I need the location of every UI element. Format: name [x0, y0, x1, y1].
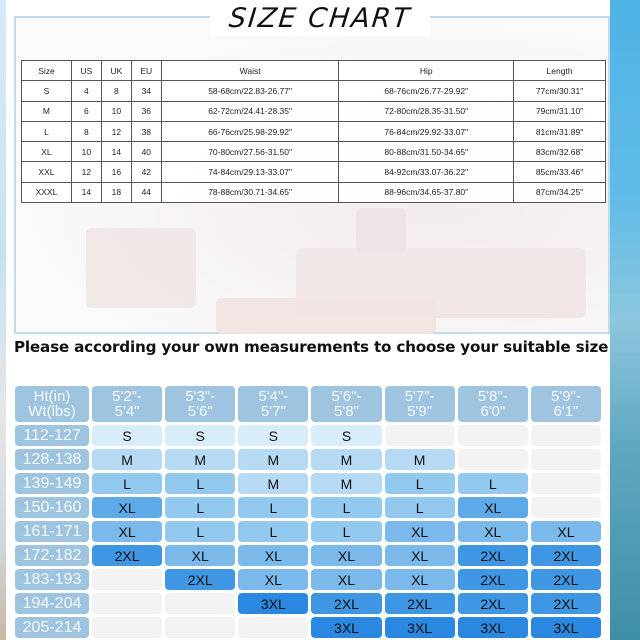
size-recommendation-cell: XL: [238, 545, 308, 566]
height-range-part: 5'8": [334, 403, 359, 420]
height-range-part: 5'7"-: [404, 388, 435, 405]
table-cell: 40: [131, 142, 161, 162]
weight-row-header: 150-160: [15, 497, 89, 518]
height-range-part: 5'8"-: [477, 388, 508, 405]
size-recommendation-cell: L: [92, 473, 162, 494]
size-recommendation-cell: L: [458, 473, 528, 494]
page-title: SIZE CHART: [227, 2, 413, 34]
table-cell: 6: [71, 101, 101, 121]
column-header: Size: [22, 61, 72, 81]
table-cell: 8: [71, 121, 101, 141]
table-cell: XXL: [22, 162, 72, 182]
table-cell: 77cm/30.31": [514, 81, 606, 101]
size-recommendation-cell: L: [238, 497, 308, 518]
height-range-part: 5'6"-: [331, 388, 362, 405]
size-recommendation-cell: M: [238, 473, 308, 494]
size-recommendation-cell: L: [385, 473, 455, 494]
table-cell: 81cm/31.89": [514, 121, 606, 141]
weight-row-header: 161-171: [15, 521, 89, 542]
corner-height-label: Ht(in): [33, 388, 71, 405]
height-column-header: [311, 386, 381, 422]
table-cell: 83cm/32.68": [514, 142, 606, 162]
weight-row-header: 112-127: [15, 425, 89, 446]
size-recommendation-cell: 2XL: [165, 569, 235, 590]
table-cell: 16: [101, 162, 131, 182]
column-header: Waist: [161, 61, 339, 81]
size-recommendation-cell: [238, 617, 308, 638]
size-recommendation-cell: M: [385, 449, 455, 470]
corner-weight-label: Wt(lbs): [28, 403, 76, 420]
table-cell: 34: [131, 81, 161, 101]
table-cell: 79cm/31.10": [514, 101, 606, 121]
size-recommendation-cell: 2XL: [458, 545, 528, 566]
table-cell: XL: [22, 142, 72, 162]
table-row: [22, 182, 606, 202]
size-recommendation-cell: L: [385, 497, 455, 518]
height-range-part: 5'7": [260, 403, 286, 420]
table-cell: 62-72cm/24.41-28.35": [161, 101, 339, 121]
table-cell: 87cm/34.25": [514, 182, 606, 202]
size-recommendation-cell: M: [165, 449, 235, 470]
grid-corner-header: [15, 386, 89, 422]
size-recommendation-cell: XL: [311, 545, 381, 566]
table-cell: 10: [71, 142, 101, 162]
size-recommendation-cell: L: [238, 521, 308, 542]
table-cell: S: [22, 81, 72, 101]
table-cell: 18: [101, 182, 131, 202]
table-cell: 58-68cm/22.83-26.77": [161, 81, 339, 101]
size-table-header-row: [22, 61, 606, 81]
size-recommendation-cell: L: [165, 473, 235, 494]
size-recommendation-cell: XL: [458, 521, 528, 542]
size-recommendation-cell: 2XL: [531, 593, 601, 614]
table-row: [22, 101, 606, 121]
table-cell: L: [22, 121, 72, 141]
column-header: EU: [131, 61, 161, 81]
size-recommendation-cell: 2XL: [311, 593, 381, 614]
weight-row-header: 172-182: [15, 545, 89, 566]
size-table: [21, 60, 606, 203]
measurement-instruction: Please according your own measurements to choose your suitable size: [14, 338, 609, 356]
table-cell: 78-88cm/30.71-34.65": [161, 182, 339, 202]
height-column-header: [92, 386, 162, 422]
height-column-header: [165, 386, 235, 422]
size-recommendation-cell: 2XL: [531, 545, 601, 566]
size-recommendation-cell: [531, 449, 601, 470]
table-cell: 76-84cm/29.92-33.07": [339, 121, 514, 141]
table-cell: 12: [101, 121, 131, 141]
size-recommendation-cell: XL: [311, 569, 381, 590]
table-row: [22, 142, 606, 162]
coffee-table-shape: [216, 298, 436, 334]
height-range-part: 5'2"-: [112, 388, 142, 405]
table-cell: 38: [131, 121, 161, 141]
size-recommendation-cell: L: [311, 497, 381, 518]
size-recommendation-cell: 2XL: [92, 545, 162, 566]
size-recommendation-cell: XL: [238, 569, 308, 590]
table-cell: 8: [101, 81, 131, 101]
table-cell: 68-76cm/26.77-29.92": [339, 81, 514, 101]
size-recommendation-cell: [92, 593, 162, 614]
size-recommendation-cell: [92, 617, 162, 638]
size-recommendation-cell: 2XL: [458, 593, 528, 614]
size-recommendation-cell: 3XL: [458, 617, 528, 638]
height-range-part: 6'0": [480, 403, 506, 420]
weight-row-header: 128-138: [15, 449, 89, 470]
armchair-shape: [86, 228, 196, 308]
table-cell: 70-80cm/27.56-31.50": [161, 142, 339, 162]
weight-row-header: 194-204: [15, 593, 89, 614]
height-range-part: 5'9"-: [550, 388, 581, 405]
table-cell: 66-76cm/25.98-29.92": [161, 121, 339, 141]
size-recommendation-cell: [165, 617, 235, 638]
column-header: UK: [101, 61, 131, 81]
size-recommendation-cell: M: [92, 449, 162, 470]
size-recommendation-cell: [531, 473, 601, 494]
size-recommendation-cell: [458, 449, 528, 470]
weight-row-header: 183-193: [15, 569, 89, 590]
height-range-part: 5'3"-: [185, 388, 216, 405]
size-recommendation-cell: 3XL: [531, 617, 601, 638]
size-recommendation-cell: XL: [165, 545, 235, 566]
height-column-header: [385, 386, 455, 422]
size-recommendation-cell: 3XL: [238, 593, 308, 614]
size-recommendation-cell: XL: [531, 521, 601, 542]
size-recommendation-cell: L: [311, 521, 381, 542]
background-ocean-edge: [610, 0, 640, 640]
size-recommendation-cell: XL: [385, 569, 455, 590]
table-cell: 14: [101, 142, 131, 162]
height-column-header: [531, 386, 601, 422]
table-row: [22, 162, 606, 182]
size-recommendation-cell: [531, 497, 601, 518]
table-cell: XXXL: [22, 182, 72, 202]
size-recommendation-cell: 2XL: [385, 593, 455, 614]
size-recommendation-cell: XL: [92, 497, 162, 518]
table-row: [22, 81, 606, 101]
table-cell: 14: [71, 182, 101, 202]
size-recommendation-cell: 3XL: [311, 617, 381, 638]
height-weight-fit-grid: [15, 386, 601, 638]
size-recommendation-cell: XL: [92, 521, 162, 542]
size-recommendation-cell: 2XL: [531, 569, 601, 590]
table-cell: 88-96cm/34.65-37.80": [339, 182, 514, 202]
pillow-shape: [356, 208, 406, 253]
table-cell: 85cm/33.46": [514, 162, 606, 182]
size-recommendation-cell: 2XL: [458, 569, 528, 590]
table-cell: 72-80cm/28.35-31.50": [339, 101, 514, 121]
height-column-header: [458, 386, 528, 422]
height-range-part: 5'9": [407, 403, 433, 420]
size-recommendation-cell: [165, 593, 235, 614]
column-header: Length: [514, 61, 606, 81]
table-cell: 74-84cm/29.13-33.07": [161, 162, 339, 182]
table-cell: 84-92cm/33.07-36.22": [339, 162, 514, 182]
size-recommendation-cell: 3XL: [385, 617, 455, 638]
size-recommendation-cell: L: [165, 521, 235, 542]
size-recommendation-cell: S: [165, 425, 235, 446]
table-cell: 80-88cm/31.50-34.65": [339, 142, 514, 162]
size-recommendation-cell: [92, 569, 162, 590]
weight-row-header: 139-149: [15, 473, 89, 494]
size-recommendation-cell: S: [311, 425, 381, 446]
size-recommendation-cell: [458, 425, 528, 446]
size-recommendation-cell: [531, 425, 601, 446]
column-header: Hip: [339, 61, 514, 81]
table-row: [22, 121, 606, 141]
weight-row-header: 205-214: [15, 617, 89, 638]
column-header: US: [71, 61, 101, 81]
size-recommendation-cell: S: [92, 425, 162, 446]
table-cell: 12: [71, 162, 101, 182]
size-recommendation-cell: XL: [458, 497, 528, 518]
table-cell: 36: [131, 101, 161, 121]
size-recommendation-cell: S: [238, 425, 308, 446]
size-recommendation-cell: M: [311, 473, 381, 494]
size-recommendation-cell: M: [311, 449, 381, 470]
height-range-part: 5'6": [187, 403, 213, 420]
height-range-part: 5'4"-: [258, 388, 289, 405]
table-cell: M: [22, 101, 72, 121]
size-recommendation-cell: XL: [385, 521, 455, 542]
height-range-part: 6'1": [553, 403, 579, 420]
table-cell: 44: [131, 182, 161, 202]
size-recommendation-cell: M: [238, 449, 308, 470]
title-banner: [210, 0, 430, 36]
table-cell: 4: [71, 81, 101, 101]
size-recommendation-cell: L: [165, 497, 235, 518]
height-column-header: [238, 386, 308, 422]
table-cell: 42: [131, 162, 161, 182]
size-recommendation-cell: XL: [385, 545, 455, 566]
size-recommendation-cell: [385, 425, 455, 446]
table-cell: 10: [101, 101, 131, 121]
height-range-part: 5'4": [114, 403, 140, 420]
